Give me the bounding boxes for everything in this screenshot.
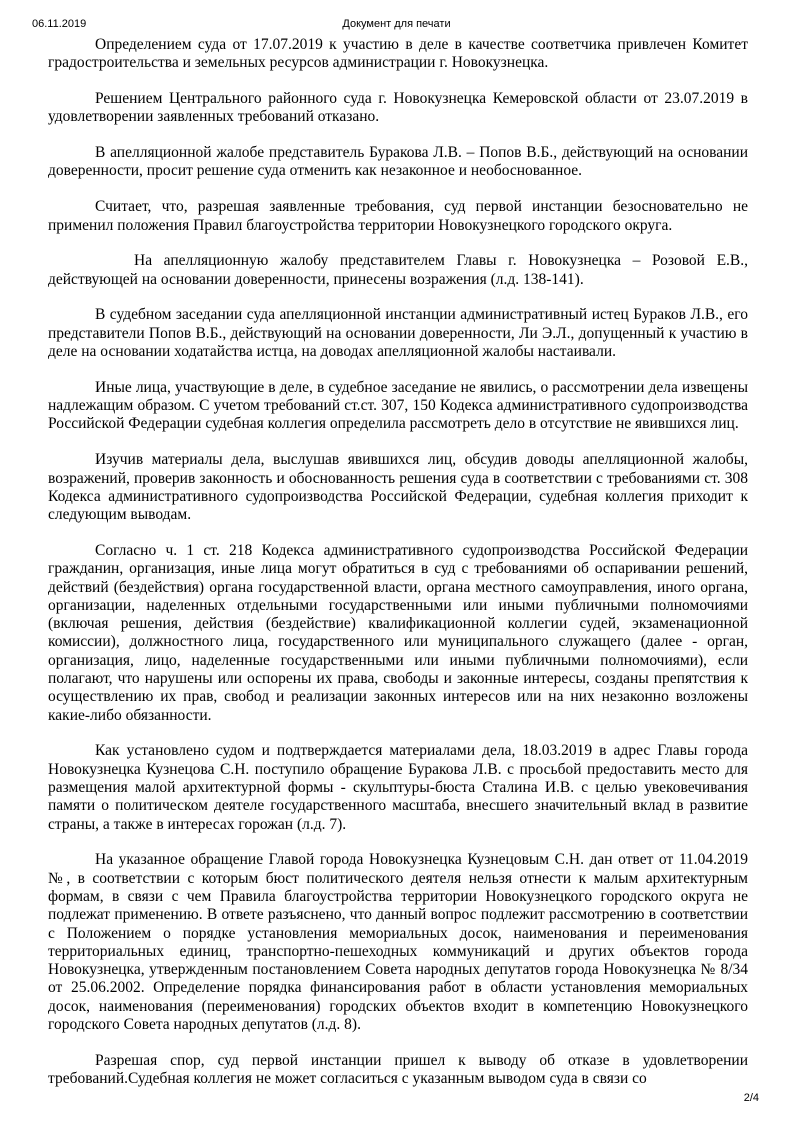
- paragraph-5: На апелляционную жалобу представителем Главы г. Новокузнецка – Розовой Е.В., действующей на основании доверенности, принесены возражения (л.д. 138-141).: [48, 252, 748, 288]
- paragraph-6: В судебном заседании суда апелляционной инстанции административный истец Бураков Л.В., его представители Попов В.Б., действующий на основании доверенности, Ли Э.Л., допущенный к участию в деле на основании ходатайства истца, на доводах апелляционной жалобы настаивали.: [48, 306, 748, 361]
- document-body: [48, 36, 748, 1106]
- paragraph-7: Иные лица, участвующие в деле, в судебное заседание не явились, о рассмотрении дела извещены надлежащим образом. С учетом требований ст.ст. 307, 150 Кодекса административного судопроизводства Российской Федерации судебная коллегия определила рассмотреть дело в отсутствие не явившихся лиц.: [48, 378, 748, 433]
- paragraph-2: Решением Центрального районного суда г. Новокузнецка Кемеровской области от 23.07.2019 в удовлетворении заявленных требований отказано.: [48, 90, 748, 126]
- paragraph-9: Согласно ч. 1 ст. 218 Кодекса административного судопроизводства Российской Федерации гражданин, организация, иные лица могут обратиться в суд с требованиями об оспаривании решений, действий (бездействия) органа государственной власти, органа местного самоуправления, иного органа, организации, наделенных отдельными государственными или иными публичными полномочиями (включая решения, действия (бездействие) квалификационной коллегии судей, экзаменационной комиссии), должностного лица, государственного или муниципального служащего (далее - орган, организация, лицо, наделенные государственными или иными публичными полномочиями), если полагают, что нарушены или оспорены их права, свободы и законные интересы, созданы препятствия к осуществлению их прав, свобод и реализации законных интересов или на них незаконно возложены какие-либо обязанности.: [48, 541, 748, 724]
- print-header-title: Документ для печати: [342, 18, 451, 30]
- paragraph-1: Определением суда от 17.07.2019 к участию в деле в качестве соответчика привлечен Комитет градостроительства и земельных ресурсов администрации г. Новокузнецка.: [48, 36, 748, 72]
- print-date: 06.11.2019: [32, 18, 87, 30]
- paragraph-12: Разрешая спор, суд первой инстанции пришел к выводу об отказе в удовлетворении требований.Судебная коллегия не может согласиться с указанным выводом суда в связи со: [48, 1051, 748, 1088]
- paragraph-10: Как установлено судом и подтверждается материалами дела, 18.03.2019 в адрес Главы города Новокузнецка Кузнецова С.Н. поступило обращение Буракова Л.В. с просьбой предоставить место для размещения малой архитектурной формы - скульптуры-бюста Сталина И.В. с целью увековечивания памяти о политическом деятеле государственного масштаба, внесшего значительный вклад в развитие страны, а также в интересах горожан (л.д. 7).: [48, 742, 748, 833]
- paragraph-4: Считает, что, разрешая заявленные требования, суд первой инстанции безосновательно не применил положения Правил благоустройства территории Новокузнецкого городского округа.: [48, 198, 748, 234]
- paragraph-8: Изучив материалы дела, выслушав явившихся лиц, обсудив доводы апелляционной жалобы, возражений, проверив законность и обоснованность решения суда в соответствии с требованиями ст. 308 Кодекса административного судопроизводства Российской Федерации, судебная коллегия приходит к следующим выводам.: [48, 451, 748, 524]
- page-number: 2/4: [743, 1092, 759, 1104]
- paragraph-3: В апелляционной жалобе представитель Буракова Л.В. – Попов В.Б., действующий на основании доверенности, просит решение суда отменить как незаконное и необоснованное.: [48, 144, 748, 180]
- paragraph-11: На указанное обращение Главой города Новокузнецка Кузнецовым С.Н. дан ответ от 11.04.2019 №, в соответствии с которым бюст политического деятеля нельзя отнести к малым архитектурным формам, в связи с чем Правила благоустройства территории Новокузнецкого городского округа не подлежат применению. В ответе разъяснено, что данный вопрос подлежит рассмотрению в соответствии с Положением о порядке установления мемориальных досок, наименования и переименования территориальных единиц, транспортно-пешеходных коммуникаций и других объектов города Новокузнецка, утвержденным постановлением Совета народных депутатов города Новокузнецка № 8/34 от 25.06.2002. Определение порядка финансирования работ в области установления мемориальных досок, наименования (переименования) городских объектов входит в компетенцию Новокузнецкого городского Совета народных депутатов (л.д. 8).: [48, 851, 748, 1034]
